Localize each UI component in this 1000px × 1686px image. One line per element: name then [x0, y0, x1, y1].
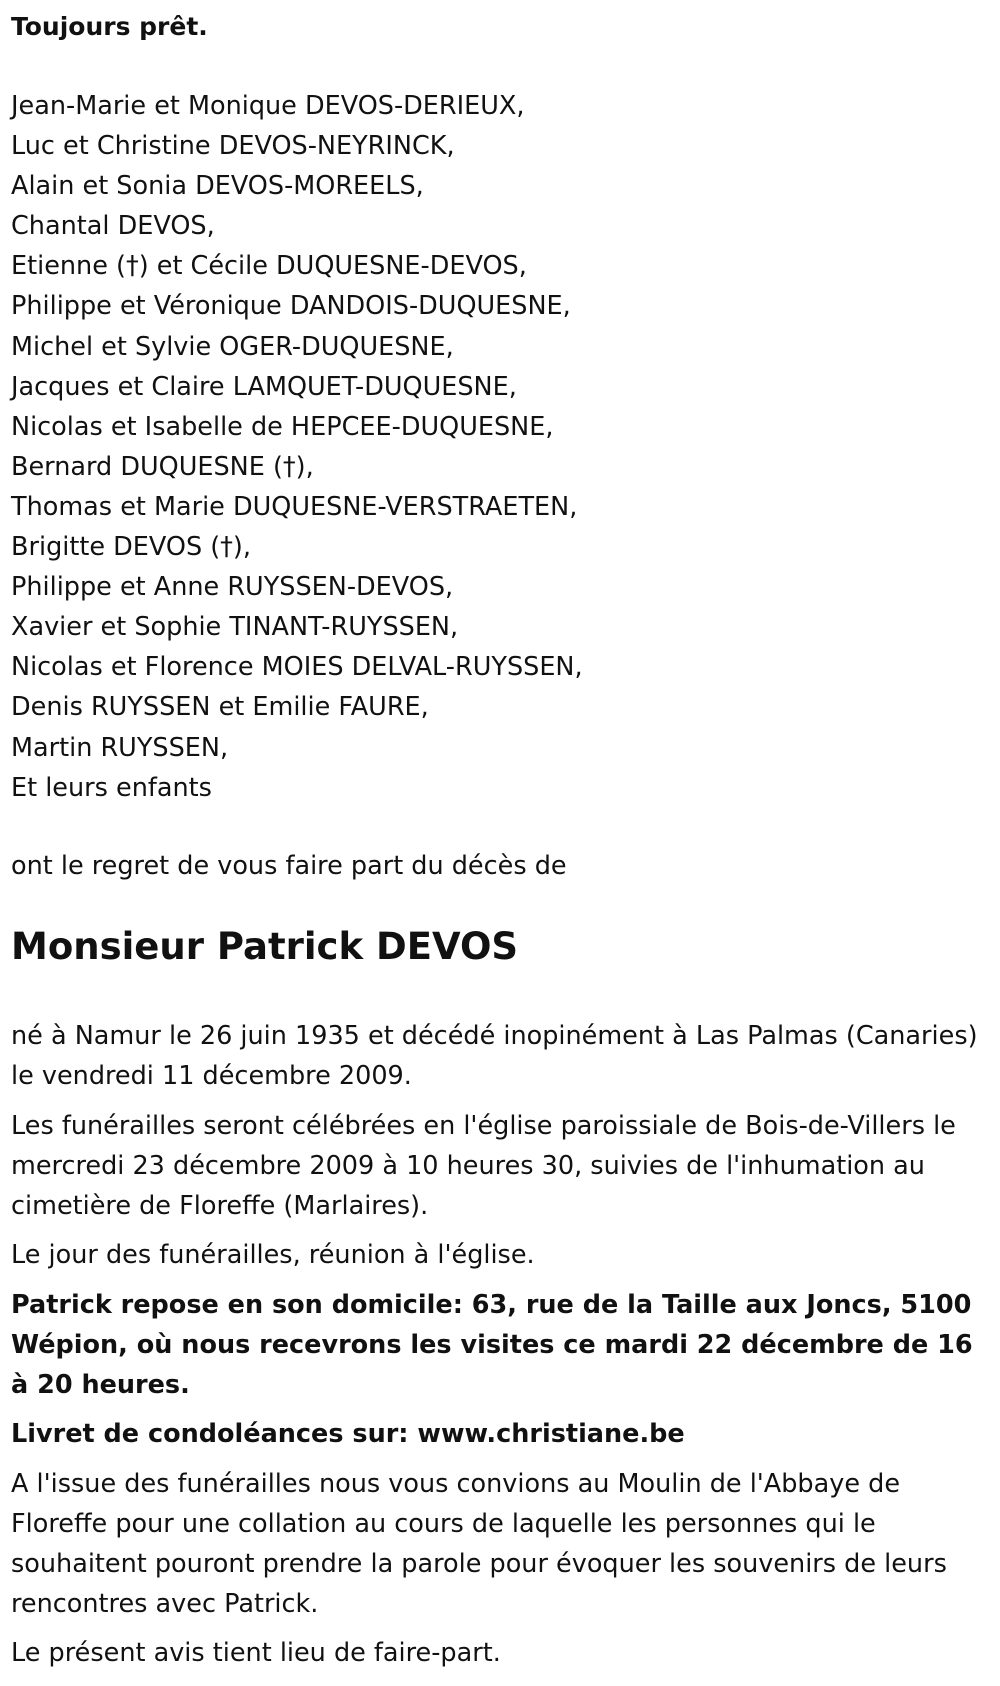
- condolences-paragraph: Livret de condoléances sur: www.christiane.be: [11, 1419, 685, 1449]
- family-member: Thomas et Marie DUQUESNE-VERSTRAETEN,: [11, 491, 578, 522]
- collation-paragraph: A l'issue des funérailles nous vous convions au Moulin de l'Abbaye de Floreffe pour une collation au cours de laquelle les personnes qui le souhaitent pouront prendre la parole pour évoquer les souvenirs de leurs rencontres avec Patrick.: [11, 1468, 947, 1619]
- family-member: Jacques et Claire LAMQUET-DUQUESNE,: [11, 371, 517, 402]
- family-member: Philippe et Anne RUYSSEN-DEVOS,: [11, 572, 454, 603]
- notice-body: [11, 1016, 996, 1683]
- birth-death-paragraph: né à Namur le 26 juin 1935 et décédé inopinément à Las Palmas (Canaries) le vendredi 11 décembre 2009.: [11, 1021, 978, 1091]
- family-member: Jean-Marie et Monique DEVOS-DERIEUX,: [11, 91, 525, 121]
- family-member: Etienne (†) et Cécile DUQUESNE-DEVOS,: [11, 251, 527, 282]
- family-member: Et leurs enfants: [11, 772, 212, 803]
- meeting-paragraph: Le jour des funérailles, réunion à l'église.: [11, 1240, 535, 1270]
- family-member: Brigitte DEVOS (†),: [11, 532, 251, 563]
- notice-paragraph: Le présent avis tient lieu de faire-part.: [11, 1638, 501, 1668]
- regret-statement: ont le regret de vous faire part du décès de: [11, 851, 567, 881]
- family-member: Xavier et Sophie TINANT-RUYSSEN,: [11, 612, 459, 643]
- family-member: Nicolas et Florence MOIES DELVAL-RUYSSEN,: [11, 652, 583, 683]
- family-member: Michel et Sylvie OGER-DUQUESNE,: [11, 331, 454, 362]
- family-member: Martin RUYSSEN,: [11, 732, 229, 763]
- family-member: Chantal DEVOS,: [11, 211, 215, 242]
- family-member: Nicolas et Isabelle de HEPCEE-DUQUESNE,: [11, 411, 554, 442]
- motto: Toujours prêt.: [11, 12, 208, 41]
- family-member: Alain et Sonia DEVOS-MOREELS,: [11, 171, 424, 202]
- family-member: Bernard DUQUESNE (†),: [11, 451, 314, 482]
- family-member: Denis RUYSSEN et Emilie FAURE,: [11, 692, 429, 723]
- funeral-paragraph: Les funérailles seront célébrées en l'église paroissiale de Bois-de-Villers le mercredi 23 décembre 2009 à 10 heures 30, suivies de l'inhumation au cimetière de Floreffe (Marlaires).: [11, 1110, 956, 1221]
- deceased-name: Monsieur Patrick DEVOS: [11, 925, 519, 968]
- family-member: Luc et Christine DEVOS-NEYRINCK,: [11, 131, 455, 162]
- family-list: [11, 86, 583, 808]
- visit-paragraph: Patrick repose en son domicile: 63, rue de la Taille aux Joncs, 5100 Wépion, où nous recevrons les visites ce mardi 22 décembre de 16 à 20 heures.: [11, 1289, 973, 1400]
- family-member: Philippe et Véronique DANDOIS-DUQUESNE,: [11, 291, 571, 322]
